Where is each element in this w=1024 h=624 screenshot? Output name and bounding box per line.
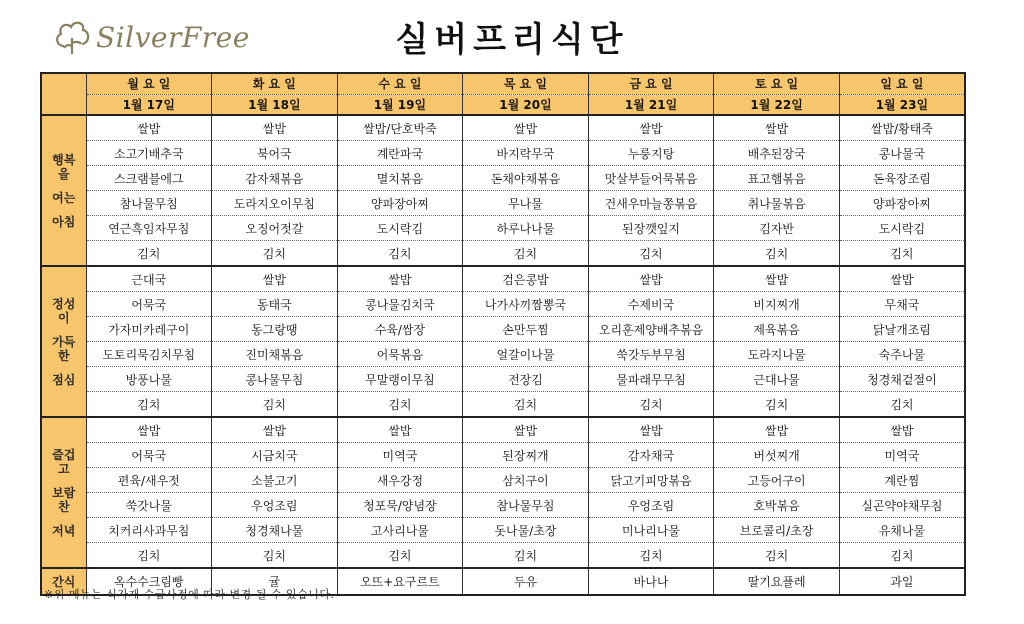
menu-item: 김치 bbox=[337, 543, 463, 569]
menu-row bbox=[41, 367, 965, 392]
menu-item: 수제비국 bbox=[588, 292, 714, 317]
menu-item: 브로콜리/초장 bbox=[714, 518, 840, 543]
menu-item: 쌀밥 bbox=[212, 115, 338, 141]
menu-item: 도라지오이무침 bbox=[212, 191, 338, 216]
menu-row bbox=[41, 166, 965, 191]
menu-item: 김치 bbox=[337, 241, 463, 267]
menu-item: 김치 bbox=[86, 241, 212, 267]
menu-item: 쌀밥 bbox=[839, 417, 965, 443]
menu-item: 쑥갓두부무침 bbox=[588, 342, 714, 367]
menu-row bbox=[41, 342, 965, 367]
menu-item: 제육볶음 bbox=[714, 317, 840, 342]
menu-item: 수육/쌈장 bbox=[337, 317, 463, 342]
snack-item: 옥수수크림빵 bbox=[86, 568, 212, 595]
menu-item: 쌀밥 bbox=[212, 266, 338, 292]
menu-item: 쌀밥 bbox=[588, 417, 714, 443]
menu-item: 쌀밥 bbox=[588, 266, 714, 292]
day-date: 1월 20일 bbox=[463, 94, 589, 115]
menu-item: 된장찌개 bbox=[463, 443, 589, 468]
header-corner-cell bbox=[41, 73, 86, 115]
menu-item: 소불고기 bbox=[212, 468, 338, 493]
menu-item: 청경채겉절이 bbox=[839, 367, 965, 392]
footnote: ※위 메뉴는 식자재 수급사정에 따라 변경 될 수 있습니다. bbox=[44, 588, 335, 601]
menu-item: 계란파국 bbox=[337, 141, 463, 166]
menu-item: 김치 bbox=[714, 543, 840, 569]
menu-item: 하루나나물 bbox=[463, 216, 589, 241]
day-date: 1월 21일 bbox=[588, 94, 714, 115]
menu-item: 배추된장국 bbox=[714, 141, 840, 166]
menu-item: 김치 bbox=[86, 392, 212, 418]
meal-label bbox=[41, 417, 86, 568]
menu-item: 된장깻잎지 bbox=[588, 216, 714, 241]
meal-label-line bbox=[42, 181, 86, 191]
menu-row bbox=[41, 493, 965, 518]
menu-item: 참나물무침 bbox=[86, 191, 212, 216]
menu-item: 김치 bbox=[463, 241, 589, 267]
meal-label-line: 아침 bbox=[52, 214, 76, 229]
meal-label-line: 한 bbox=[57, 348, 70, 363]
menu-item: 무말랭이무침 bbox=[337, 367, 463, 392]
menu-item: 오징어젓갈 bbox=[212, 216, 338, 241]
menu-item: 쌀밥 bbox=[714, 115, 840, 141]
menu-item: 청경채나물 bbox=[212, 518, 338, 543]
menu-item: 쌀밥 bbox=[212, 417, 338, 443]
day-header-row bbox=[41, 73, 965, 94]
menu-item: 삼치구이 bbox=[463, 468, 589, 493]
menu-item: 무나물 bbox=[463, 191, 589, 216]
meal-label-line bbox=[42, 363, 86, 373]
menu-item: 닭고기피망볶음 bbox=[588, 468, 714, 493]
menu-item: 검은콩밥 bbox=[463, 266, 589, 292]
menu-item: 김치 bbox=[212, 392, 338, 418]
menu-row bbox=[41, 241, 965, 267]
menu-item: 김자반 bbox=[714, 216, 840, 241]
menu-item: 쌀밥 bbox=[588, 115, 714, 141]
menu-item: 미역국 bbox=[839, 443, 965, 468]
meal-label-line: 여는 bbox=[52, 190, 76, 205]
meal-label-line bbox=[42, 476, 86, 486]
day-name: 목 요 일 bbox=[463, 73, 589, 94]
menu-item: 김치 bbox=[839, 543, 965, 569]
day-date: 1월 19일 bbox=[337, 94, 463, 115]
menu-row bbox=[41, 115, 965, 141]
menu-item: 시금치국 bbox=[212, 443, 338, 468]
menu-item: 계란찜 bbox=[839, 468, 965, 493]
meal-label bbox=[41, 266, 86, 417]
snack-item: 귤 bbox=[212, 568, 338, 595]
meal-label-line: 가득 bbox=[52, 334, 76, 349]
meal-label-line: 을 bbox=[57, 166, 70, 181]
menu-item: 쌀밥 bbox=[337, 417, 463, 443]
menu-row bbox=[41, 518, 965, 543]
menu-item: 전장김 bbox=[463, 367, 589, 392]
menu-item: 청포묵/양념장 bbox=[337, 493, 463, 518]
snack-label: 간식 bbox=[41, 568, 86, 595]
menu-item: 숙주나물 bbox=[839, 342, 965, 367]
menu-item: 도라지나물 bbox=[714, 342, 840, 367]
page-title: 실버프리식단 bbox=[395, 20, 629, 60]
menu-item: 콩나물국 bbox=[839, 141, 965, 166]
menu-item: 우엉조림 bbox=[212, 493, 338, 518]
menu-item: 김치 bbox=[588, 543, 714, 569]
menu-item: 동그랑땡 bbox=[212, 317, 338, 342]
meal-label-line: 찬 bbox=[57, 499, 70, 514]
meal-label-line: 이 bbox=[57, 310, 70, 325]
day-name: 금 요 일 bbox=[588, 73, 714, 94]
menu-item: 진미채볶음 bbox=[212, 342, 338, 367]
snack-item: 오뜨+요구르트 bbox=[337, 568, 463, 595]
menu-item: 근대국 bbox=[86, 266, 212, 292]
menu-item: 양파장아찌 bbox=[337, 191, 463, 216]
weekly-menu-table bbox=[40, 72, 966, 596]
menu-item: 나가사끼짬뽕국 bbox=[463, 292, 589, 317]
menu-item: 김치 bbox=[839, 241, 965, 267]
menu-item: 가자미카레구이 bbox=[86, 317, 212, 342]
menu-row bbox=[41, 266, 965, 292]
day-date: 1월 22일 bbox=[714, 94, 840, 115]
meal-label-line: 저녁 bbox=[52, 523, 76, 538]
menu-item: 버섯찌개 bbox=[714, 443, 840, 468]
menu-row bbox=[41, 292, 965, 317]
menu-item: 감자채볶음 bbox=[212, 166, 338, 191]
menu-item: 미역국 bbox=[337, 443, 463, 468]
menu-item: 스크램블에그 bbox=[86, 166, 212, 191]
day-name: 월 요 일 bbox=[86, 73, 212, 94]
menu-item: 콩나물김치국 bbox=[337, 292, 463, 317]
menu-item: 김치 bbox=[463, 392, 589, 418]
menu-item: 동태국 bbox=[212, 292, 338, 317]
date-header-row bbox=[41, 94, 965, 115]
menu-item: 콩나물무침 bbox=[212, 367, 338, 392]
meal-label-line bbox=[42, 325, 86, 335]
menu-item: 고사리나물 bbox=[337, 518, 463, 543]
menu-item: 쌀밥 bbox=[86, 417, 212, 443]
menu-row bbox=[41, 191, 965, 216]
menu-row bbox=[41, 216, 965, 241]
menu-item: 연근흑임자무침 bbox=[86, 216, 212, 241]
menu-item: 건새우마늘쫑볶음 bbox=[588, 191, 714, 216]
menu-item: 오리훈제양배추볶음 bbox=[588, 317, 714, 342]
menu-item: 양파장아찌 bbox=[839, 191, 965, 216]
menu-row bbox=[41, 443, 965, 468]
day-date: 1월 18일 bbox=[212, 94, 338, 115]
menu-item: 근대나물 bbox=[714, 367, 840, 392]
meal-label-line: 행복 bbox=[52, 152, 76, 167]
menu-item: 표고햄볶음 bbox=[714, 166, 840, 191]
menu-item: 돗나물/초장 bbox=[463, 518, 589, 543]
menu-item: 어묵국 bbox=[86, 443, 212, 468]
menu-item: 북어국 bbox=[212, 141, 338, 166]
meal-label bbox=[41, 115, 86, 266]
menu-item: 맛살부들어묵볶음 bbox=[588, 166, 714, 191]
menu-item: 실곤약야채무침 bbox=[839, 493, 965, 518]
menu-item: 고등어구이 bbox=[714, 468, 840, 493]
snack-item: 두유 bbox=[463, 568, 589, 595]
day-date: 1월 23일 bbox=[839, 94, 965, 115]
menu-item: 김치 bbox=[337, 392, 463, 418]
menu-item: 도시락김 bbox=[839, 216, 965, 241]
menu-item: 물파래무무침 bbox=[588, 367, 714, 392]
menu-item: 손만두찜 bbox=[463, 317, 589, 342]
meal-label-line bbox=[42, 205, 86, 215]
menu-item: 쌀밥 bbox=[714, 417, 840, 443]
day-name: 수 요 일 bbox=[337, 73, 463, 94]
menu-item: 돈채야채볶음 bbox=[463, 166, 589, 191]
snack-item: 과일 bbox=[839, 568, 965, 595]
menu-item: 우엉조림 bbox=[588, 493, 714, 518]
menu-item: 소고기배추국 bbox=[86, 141, 212, 166]
menu-item: 편육/새우젓 bbox=[86, 468, 212, 493]
menu-item: 김치 bbox=[588, 241, 714, 267]
menu-item: 미나리나물 bbox=[588, 518, 714, 543]
menu-item: 쌀밥/황태죽 bbox=[839, 115, 965, 141]
menu-item: 김치 bbox=[714, 392, 840, 418]
menu-row bbox=[41, 417, 965, 443]
menu-item: 김치 bbox=[212, 543, 338, 569]
menu-item: 방풍나물 bbox=[86, 367, 212, 392]
menu-item: 쌀밥/단호박죽 bbox=[337, 115, 463, 141]
day-name: 일 요 일 bbox=[839, 73, 965, 94]
menu-item: 쌀밥 bbox=[337, 266, 463, 292]
menu-item: 감자채국 bbox=[588, 443, 714, 468]
menu-item: 바지락무국 bbox=[463, 141, 589, 166]
menu-item: 어묵볶음 bbox=[337, 342, 463, 367]
menu-item: 얼갈이나물 bbox=[463, 342, 589, 367]
menu-item: 멸치볶음 bbox=[337, 166, 463, 191]
menu-item: 새우강정 bbox=[337, 468, 463, 493]
menu-item: 김치 bbox=[839, 392, 965, 418]
day-date: 1월 17일 bbox=[86, 94, 212, 115]
menu-row bbox=[41, 392, 965, 418]
menu-item: 취나물볶음 bbox=[714, 191, 840, 216]
menu-item: 김치 bbox=[86, 543, 212, 569]
meal-label-line: 점심 bbox=[52, 372, 76, 387]
menu-item: 김치 bbox=[714, 241, 840, 267]
menu-item: 무채국 bbox=[839, 292, 965, 317]
meal-label-line: 보람 bbox=[52, 485, 76, 500]
menu-item: 쑥갓나물 bbox=[86, 493, 212, 518]
menu-item: 비지찌개 bbox=[714, 292, 840, 317]
meal-label-line: 정성 bbox=[52, 296, 76, 311]
menu-item: 어묵국 bbox=[86, 292, 212, 317]
menu-item: 쌀밥 bbox=[463, 115, 589, 141]
meal-label-line: 즐겁 bbox=[52, 447, 76, 462]
menu-item: 김치 bbox=[588, 392, 714, 418]
snack-item: 바나나 bbox=[588, 568, 714, 595]
day-name: 화 요 일 bbox=[212, 73, 338, 94]
meal-label-line bbox=[42, 514, 86, 524]
menu-item: 돈육장조림 bbox=[839, 166, 965, 191]
menu-item: 참나물무침 bbox=[463, 493, 589, 518]
menu-item: 닭날개조림 bbox=[839, 317, 965, 342]
menu-item: 쌀밥 bbox=[86, 115, 212, 141]
brand-name: SilverFree bbox=[96, 20, 250, 54]
menu-row bbox=[41, 543, 965, 569]
menu-row bbox=[41, 468, 965, 493]
menu-row bbox=[41, 317, 965, 342]
menu-item: 도토리묵김치무침 bbox=[86, 342, 212, 367]
menu-item: 누룽지탕 bbox=[588, 141, 714, 166]
day-name: 토 요 일 bbox=[714, 73, 840, 94]
menu-item: 유채나물 bbox=[839, 518, 965, 543]
snack-item: 딸기요플레 bbox=[714, 568, 840, 595]
menu-item: 도시락김 bbox=[337, 216, 463, 241]
menu-item: 쌀밥 bbox=[463, 417, 589, 443]
menu-item: 김치 bbox=[463, 543, 589, 569]
meal-label-line: 고 bbox=[57, 461, 70, 476]
menu-item: 김치 bbox=[212, 241, 338, 267]
menu-row bbox=[41, 141, 965, 166]
menu-item: 쌀밥 bbox=[714, 266, 840, 292]
menu-item: 치커리사과무침 bbox=[86, 518, 212, 543]
menu-item: 쌀밥 bbox=[839, 266, 965, 292]
menu-item: 호박볶음 bbox=[714, 493, 840, 518]
